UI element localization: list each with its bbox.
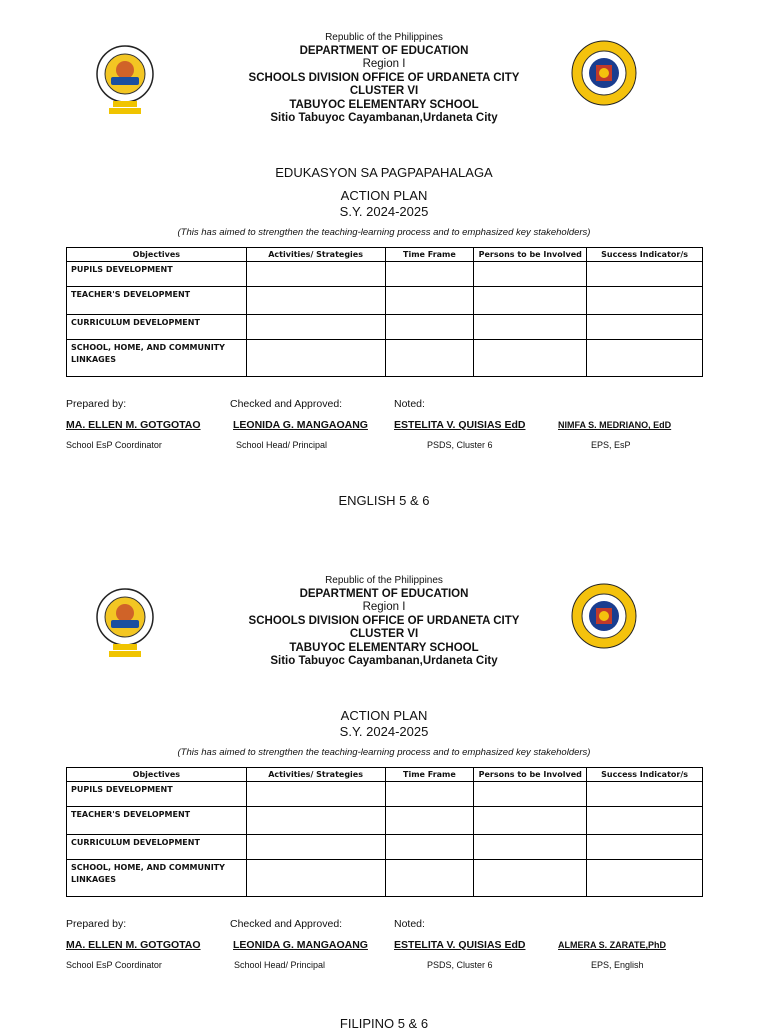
division-line: SCHOOLS DIVISION OFFICE OF URDANETA CITY — [248, 71, 520, 84]
table-row — [67, 262, 703, 287]
noted2-name: ALMERA S. ZARATE,PhD — [558, 940, 666, 950]
objective-cell: CURRICULUM DEVELOPMENT — [67, 315, 247, 340]
plan-title: ACTION PLAN — [340, 188, 428, 203]
objective-cell: PUPILS DEVELOPMENT — [67, 782, 247, 807]
column-header: Activities/ Strategies — [246, 768, 385, 782]
prepared-role: School EsP Coordinator — [66, 440, 162, 450]
objective-cell: PUPILS DEVELOPMENT — [67, 262, 247, 287]
objective-cell: SCHOOL, HOME, AND COMMUNITY LINKAGES — [67, 340, 247, 377]
checked-role: School Head/ Principal — [236, 440, 328, 450]
address-line: Sitio Tabuyoc Cayambanan,Urdaneta City — [270, 655, 498, 667]
table-row — [67, 860, 703, 897]
noted2-role: EPS, EsP — [591, 440, 631, 450]
action-plan-table — [66, 767, 703, 897]
school-year: S.Y. 2024-2025 — [339, 204, 429, 219]
noted-label: Noted: — [394, 918, 425, 930]
table-row — [67, 287, 703, 315]
column-header: Objectives — [67, 248, 247, 262]
checked-label: Checked and Approved: — [230, 918, 343, 930]
department-line: DEPARTMENT OF EDUCATION — [299, 44, 469, 57]
noted-label: Noted: — [394, 398, 425, 410]
table-row — [67, 340, 703, 377]
prepared-role: School EsP Coordinator — [66, 960, 162, 970]
plan-title: ACTION PLAN — [340, 708, 428, 723]
republic-line: Republic of the Philippines — [325, 575, 443, 586]
prepared-name: MA. ELLEN M. GOTGOTAO — [66, 419, 201, 431]
objective-cell: SCHOOL, HOME, AND COMMUNITY LINKAGES — [67, 860, 247, 897]
table-row — [67, 315, 703, 340]
school-seal-icon — [570, 582, 638, 650]
table-header-row — [67, 768, 703, 782]
prepared-name: MA. ELLEN M. GOTGOTAO — [66, 939, 201, 951]
letterhead — [0, 574, 768, 669]
cluster-line: CLUSTER VI — [349, 628, 419, 640]
table-row — [67, 807, 703, 835]
column-header: Persons to be Involved — [474, 248, 587, 262]
column-header: Activities/ Strategies — [246, 248, 385, 262]
objective-cell: CURRICULUM DEVELOPMENT — [67, 835, 247, 860]
prepared-label: Prepared by: — [66, 398, 127, 410]
action-plan-table — [66, 247, 703, 377]
table-row — [67, 835, 703, 860]
subject-title: ENGLISH 5 & 6 — [338, 493, 430, 508]
subject-title: EDUKASYON SA PAGPAPAHALAGA — [275, 165, 493, 180]
noted1-name: ESTELITA V. QUISIAS EdD — [394, 939, 526, 951]
checked-name: LEONIDA G. MANGAOANG — [233, 939, 368, 951]
table-row — [67, 782, 703, 807]
noted2-name: NIMFA S. MEDRIANO, EdD — [558, 420, 672, 430]
region-line: Region I — [362, 58, 406, 70]
subject-title: FILIPINO 5 & 6 — [339, 1016, 429, 1031]
column-header: Time Frame — [385, 248, 474, 262]
letterhead — [0, 31, 768, 126]
school-line: TABUYOC ELEMENTARY SCHOOL — [289, 641, 479, 654]
school-seal-icon — [570, 39, 638, 107]
column-header: Success Indicator/s — [587, 248, 703, 262]
school-line: TABUYOC ELEMENTARY SCHOOL — [289, 98, 479, 111]
column-header: Time Frame — [385, 768, 474, 782]
objective-cell: TEACHER'S DEVELOPMENT — [67, 287, 247, 315]
prepared-label: Prepared by: — [66, 918, 127, 930]
department-line: DEPARTMENT OF EDUCATION — [299, 587, 469, 600]
checked-name: LEONIDA G. MANGAOANG — [233, 419, 368, 431]
column-header: Success Indicator/s — [587, 768, 703, 782]
checked-role: School Head/ Principal — [234, 960, 326, 970]
column-header: Persons to be Involved — [474, 768, 587, 782]
noted1-name: ESTELITA V. QUISIAS EdD — [394, 419, 526, 431]
column-header: Objectives — [67, 768, 247, 782]
checked-label: Checked and Approved: — [230, 398, 343, 410]
table-header-row — [67, 248, 703, 262]
address-line: Sitio Tabuyoc Cayambanan,Urdaneta City — [270, 112, 498, 124]
noted1-role: PSDS, Cluster 6 — [427, 960, 493, 970]
division-line: SCHOOLS DIVISION OFFICE OF URDANETA CITY — [248, 614, 520, 627]
plan-note: (This has aimed to strengthen the teaching-learning process and to emphasized key stakeholders) — [177, 747, 591, 758]
objective-cell: TEACHER'S DEVELOPMENT — [67, 807, 247, 835]
school-year: S.Y. 2024-2025 — [339, 724, 429, 739]
region-line: Region I — [362, 601, 406, 613]
republic-line: Republic of the Philippines — [325, 32, 443, 43]
cluster-line: CLUSTER VI — [349, 85, 419, 97]
noted2-role: EPS, English — [591, 960, 644, 970]
plan-note: (This has aimed to strengthen the teaching-learning process and to emphasized key stakeholders) — [177, 227, 591, 238]
noted1-role: PSDS, Cluster 6 — [427, 440, 493, 450]
